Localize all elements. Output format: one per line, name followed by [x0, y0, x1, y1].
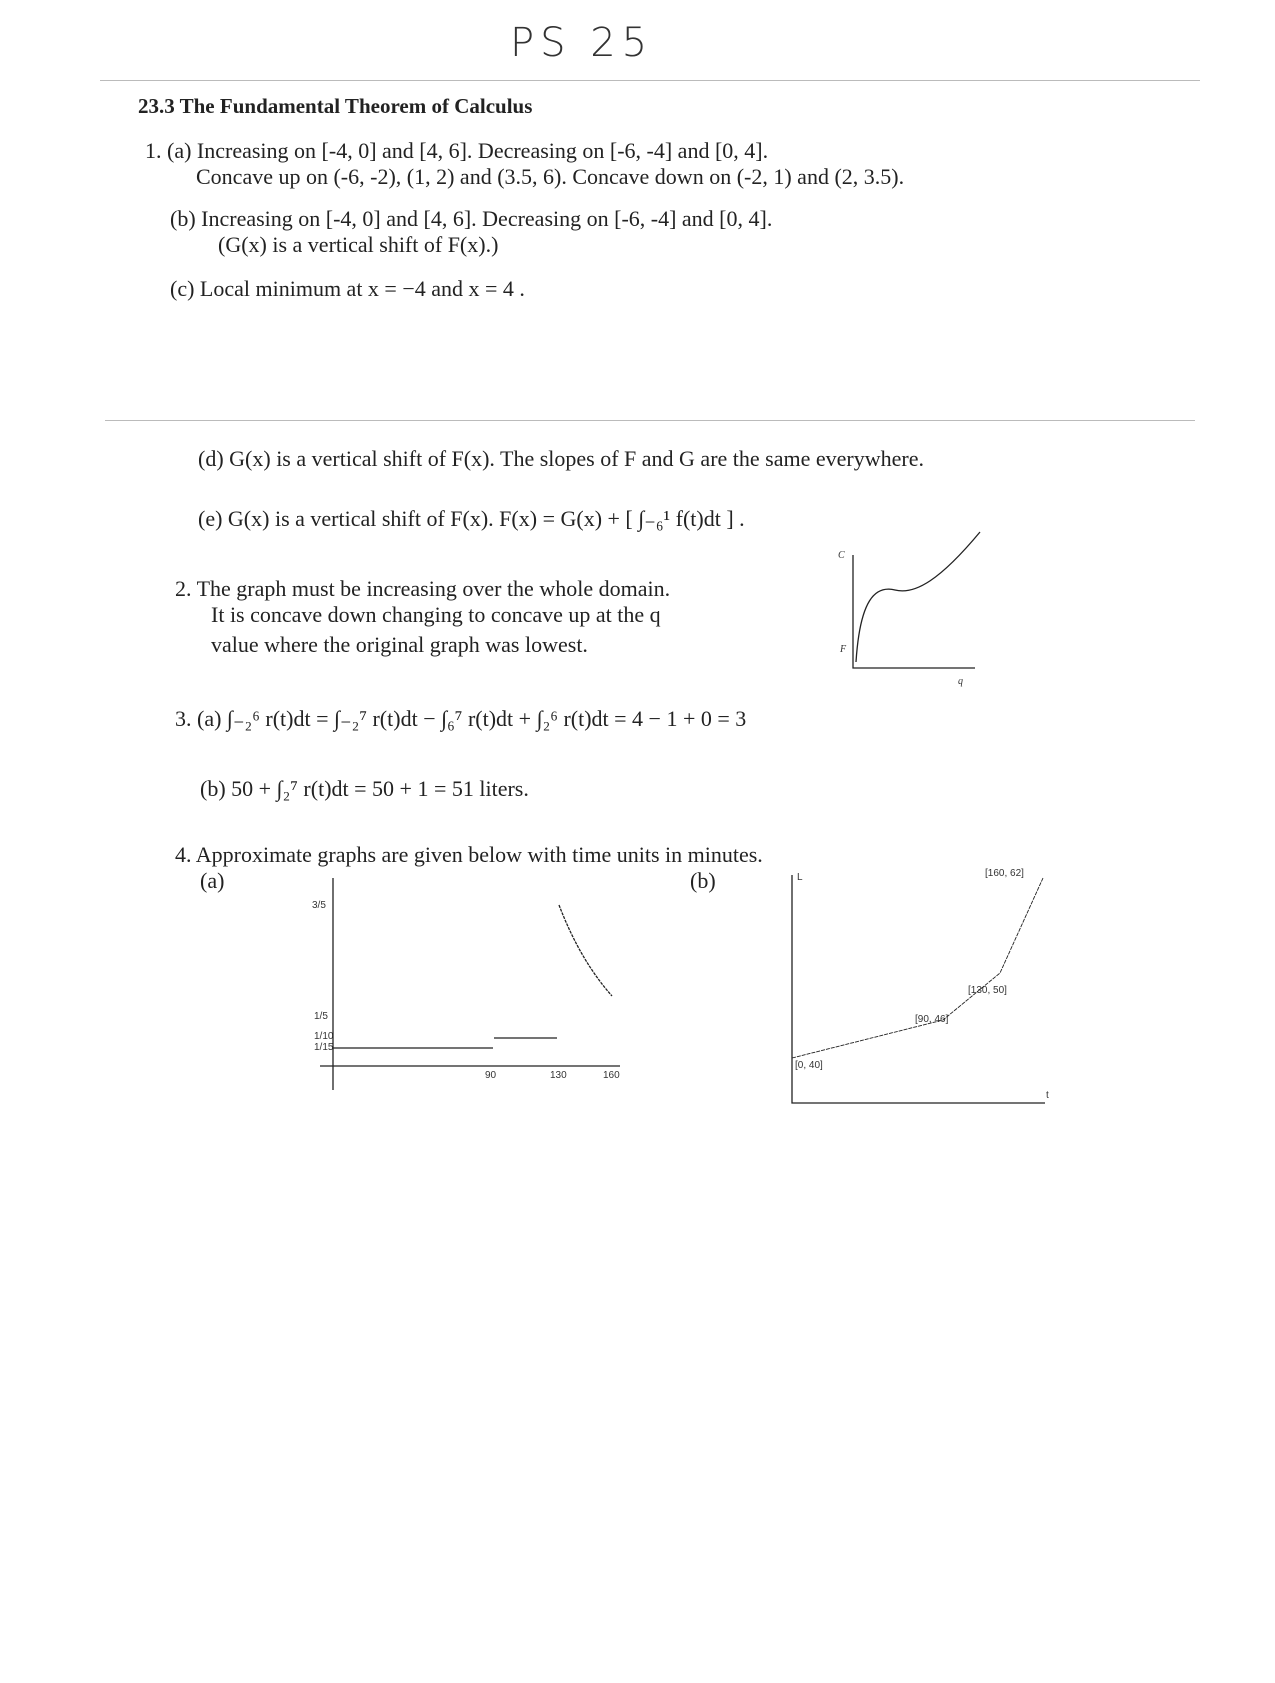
graph-a-label: (a)	[200, 868, 225, 893]
graph-b-axes	[792, 875, 1045, 1103]
answer-2-line3: value where the original graph was lowest.	[211, 632, 588, 657]
answer-2-line2: It is concave down changing to concave up at the q	[211, 602, 661, 627]
ytick: 1/15	[314, 1042, 334, 1053]
graph-b-label: (b)	[690, 868, 716, 893]
xtick: 160	[603, 1070, 620, 1081]
answer-1b-line1: (b) Increasing on [-4, 0] and [4, 6]. Decreasing on [-6, -4] and [0, 4].	[170, 206, 773, 231]
point-label: [130, 50]	[968, 985, 1007, 996]
handwritten-title: PS 25	[510, 20, 654, 66]
answer-3a: 3. (a) ∫₋₂⁶ r(t)dt = ∫₋₂⁷ r(t)dt − ∫₆⁷ r(t)dt + ∫₂⁶ r(t)dt = 4 − 1 + 0 = 3	[175, 706, 747, 731]
answer-4-intro: 4. Approximate graphs are given below with time units in minutes.	[175, 842, 763, 867]
answer-1b-line2: (G(x) is a vertical shift of F(x).)	[218, 232, 499, 257]
graph2-q-label: q	[958, 676, 963, 687]
point-label: [90, 46]	[915, 1014, 949, 1025]
graph2-f-label: F	[840, 644, 847, 655]
graph2-c-label: C	[838, 550, 845, 561]
graph-b-ylabel: L	[797, 872, 803, 883]
ytick: 1/5	[314, 1011, 328, 1022]
answer-1c: (c) Local minimum at x = −4 and x = 4 .	[170, 276, 525, 301]
section-title: 23.3 The Fundamental Theorem of Calculus	[138, 94, 533, 118]
ytick: 3/5	[312, 900, 326, 911]
graph-b-line	[792, 878, 1043, 1058]
graph2-curve	[856, 532, 980, 662]
graph2-axes	[853, 555, 975, 668]
graph-a-curve	[559, 905, 612, 996]
answer-2-line1: 2. The graph must be increasing over the whole domain.	[175, 576, 671, 601]
answer-1a-line1: 1. (a) Increasing on [-4, 0] and [4, 6]. Decreasing on [-6, -4] and [0, 4].	[145, 138, 769, 163]
answer-3b: (b) 50 + ∫₂⁷ r(t)dt = 50 + 1 = 51 liters.	[200, 776, 529, 801]
xtick: 130	[550, 1070, 567, 1081]
answer-1e: (e) G(x) is a vertical shift of F(x). F(x) = G(x) + [ ∫₋₆¹ f(t)dt ] .	[198, 506, 745, 531]
graph-b-xlabel: t	[1046, 1090, 1049, 1101]
ytick: 1/10	[314, 1031, 334, 1042]
xtick: 90	[485, 1070, 497, 1081]
point-label: [160, 62]	[985, 868, 1024, 879]
point-label: [0, 40]	[795, 1060, 823, 1071]
graph-a-axes	[320, 878, 620, 1090]
answer-1a-line2: Concave up on (-6, -2), (1, 2) and (3.5, 6). Concave down on (-2, 1) and (2, 3.5).	[196, 164, 905, 189]
answer-1d: (d) G(x) is a vertical shift of F(x). The slopes of F and G are the same everywhere.	[198, 446, 924, 471]
